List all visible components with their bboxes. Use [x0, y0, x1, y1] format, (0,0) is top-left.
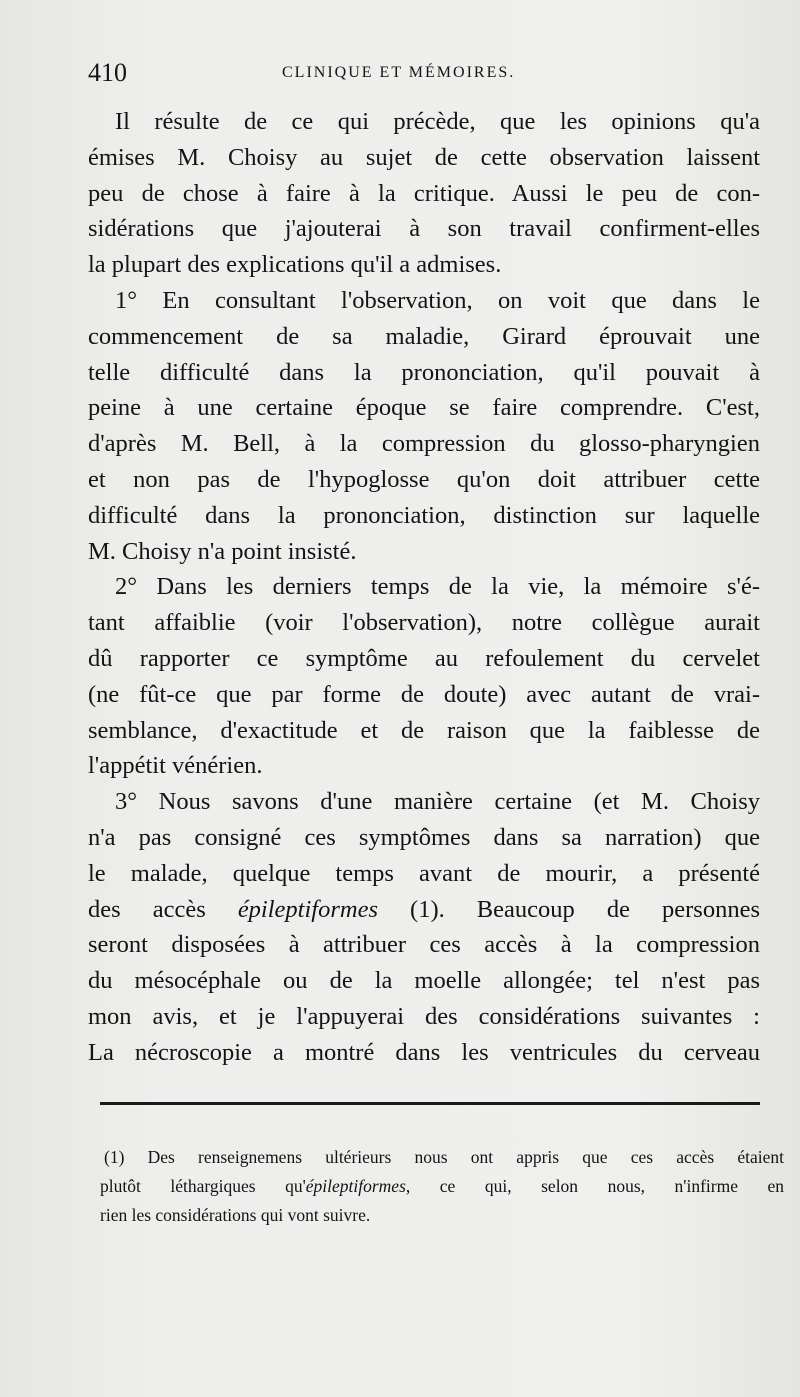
page-number: 410 — [88, 58, 127, 87]
text-line: mon avis, et je l'appuyerai des considérations suivantes : — [88, 1002, 760, 1030]
text-line: semblance, d'exactitude et de raison que la faiblesse de — [88, 716, 760, 744]
text-line: des accès épileptiformes (1). Beaucoup de personnes — [88, 895, 760, 923]
text-line: La nécroscopie a montré dans les ventricules du cerveau — [88, 1038, 760, 1066]
text-line: dû rapporter ce symptôme au refoulement du cervelet — [88, 644, 760, 672]
page-header — [88, 58, 768, 88]
text-line: tant affaiblie (voir l'observation), notre collègue aurait — [88, 609, 760, 637]
footnote-line: rien les considérations qui vont suivre. — [100, 1205, 371, 1225]
text-line: 2° Dans les derniers temps de la vie, la mémoire s'é- — [115, 573, 760, 601]
text-line: seront disposées à attribuer ces accès à la compression — [88, 931, 760, 959]
text-line: (ne fût-ce que par forme de doute) avec autant de vrai- — [88, 680, 760, 708]
text-line: et non pas de l'hypoglosse qu'on doit attribuer cette — [88, 465, 760, 493]
footnote-line: (1) Des renseignemens ultérieurs nous ont appris que ces accès étaient — [104, 1147, 784, 1167]
text-line: sidérations que j'ajouterai à son travail confirment-elles — [88, 215, 760, 243]
body-text — [88, 104, 760, 1071]
text-line: d'après M. Bell, à la compression du glosso-pharyngien — [88, 430, 760, 458]
text-line: la plupart des explications qu'il a admises. — [88, 251, 502, 279]
running-title: CLINIQUE ET MÉMOIRES. — [282, 64, 516, 81]
text-line: M. Choisy n'a point insisté. — [88, 537, 357, 565]
footnote — [100, 1143, 784, 1230]
text-line: peine à une certaine époque se faire comprendre. C'est, — [88, 394, 760, 422]
text-line: n'a pas consigné ces symptômes dans sa narration) que — [88, 823, 760, 851]
text-line: le malade, quelque temps avant de mourir, a présenté — [88, 859, 760, 887]
text-line: commencement de sa maladie, Girard éprouvait une — [88, 322, 760, 350]
text-line: peu de chose à faire à la critique. Aussi le peu de con- — [88, 179, 760, 207]
text-line: l'appétit vénérien. — [88, 752, 263, 780]
text-line: du mésocéphale ou de la moelle allongée; tel n'est pas — [88, 967, 760, 995]
text-line: telle difficulté dans la prononciation, qu'il pouvait à — [88, 358, 760, 386]
text-line: 1° En consultant l'observation, on voit que dans le — [115, 286, 760, 314]
footnote-rule — [100, 1102, 760, 1105]
text-line: Il résulte de ce qui précède, que les opinions qu'a — [115, 108, 760, 135]
text-line: 3° Nous savons d'une manière certaine (et M. Choisy — [115, 788, 760, 816]
footnote-line: plutôt léthargiques qu'épileptiformes, ce qui, selon nous, n'infirme en — [100, 1176, 784, 1196]
text-line: émises M. Choisy au sujet de cette observation laissent — [88, 143, 760, 171]
text-line: difficulté dans la prononciation, distinction sur laquelle — [88, 501, 760, 529]
